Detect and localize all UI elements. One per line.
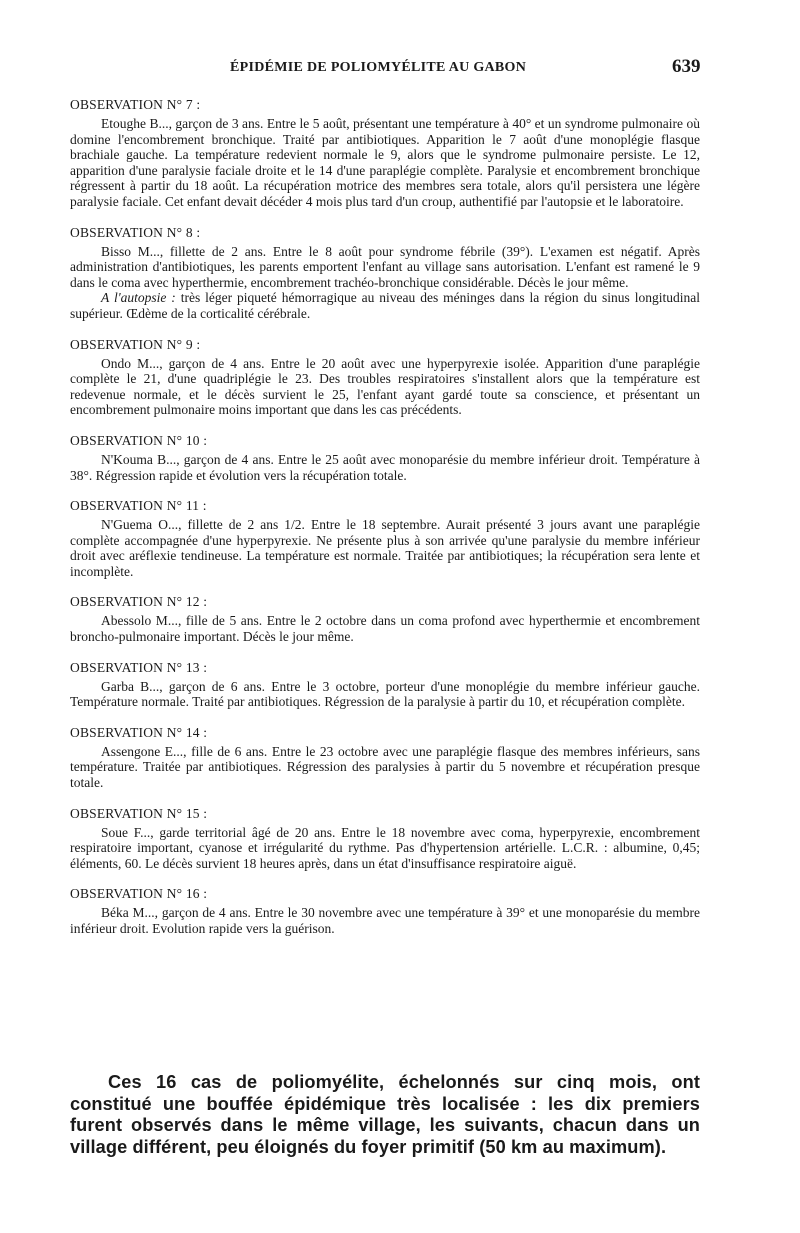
conclusion-paragraph: Ces 16 cas de poliomyélite, échelonnés sur cinq mois, ont constitué une bouffée épidémique très localisée : les dix premiers furent observés dans le même village, les suivants, chacun dans un village différent, peu éloignés du foyer primitif (50 km au maximum). — [70, 1072, 700, 1157]
observation-paragraph: Assengone E..., fille de 6 ans. Entre le 23 octobre avec une paraplégie flasque des membres inférieurs, sans température. Traitée par antibiotiques. Régression des paralysies à partir du 5 novembre et récupération presque totale. — [70, 743, 700, 791]
observation-12 — [70, 593, 700, 644]
observation-heading: OBSERVATION N° 13 : — [70, 659, 208, 675]
observation-heading: OBSERVATION N° 11 : — [70, 498, 207, 514]
observation-14 — [70, 724, 700, 791]
observation-paragraph: Abessolo M..., fille de 5 ans. Entre le 2 octobre dans un coma profond avec hyperthermie et encombrement broncho-pulmonaire important. Décès le jour même. — [70, 613, 700, 645]
observation-13 — [70, 659, 700, 710]
observation-16 — [70, 885, 700, 936]
observation-10 — [70, 432, 700, 483]
observation-heading: OBSERVATION N° 16 : — [70, 886, 208, 902]
autopsy-text: très léger piqueté hémorragique au niveau des méninges dans la région du sinus longitudinal supérieur. Œdème de la corticalité cérébrale. — [70, 290, 700, 321]
observation-heading: OBSERVATION N° 10 : — [70, 432, 208, 448]
observation-paragraph: N'Guema O..., fillette de 2 ans 1/2. Entre le 18 septembre. Aurait présenté 3 jours avant une paraplégie complète accompagnée d'une hyperpyrexie. Ne présente plus à son arrivée qu'une paralysie du membre inférieur droit avec aréflexie tendineuse. La température est normale. Traitée par antibiotiques; la récupération sera lente et incomplète. — [70, 517, 700, 579]
page-number: 639 — [672, 56, 701, 77]
page-header — [0, 56, 800, 82]
observation-heading: OBSERVATION N° 14 : — [70, 724, 208, 740]
running-title: ÉPIDÉMIE DE POLIOMYÉLITE AU GABON — [230, 60, 527, 75]
observation-15 — [70, 805, 700, 872]
observation-heading: OBSERVATION N° 7 : — [70, 97, 201, 112]
observation-paragraph: Soue F..., garde territorial âgé de 20 ans. Entre le 18 novembre avec coma, hyperpyrexie, encombrement respiratoire important, cyanose et irrégularité du rythme. Pas d'hypertension artérielle. L.C.R. : albumine, 0,45; éléments, 60. Le décès survient 18 heures après, dans un état d'insuffisance respiratoire aiguë. — [70, 824, 700, 871]
observation-heading: OBSERVATION N° 8 : — [70, 224, 201, 240]
observation-paragraph: Garba B..., garçon de 6 ans. Entre le 3 octobre, porteur d'une monoplégie du membre inférieur gauche. Température normale. Traité par antibiotiques. Régression de la paralysie à partir du 10, et récupération complète. — [70, 678, 700, 710]
observation-heading: OBSERVATION N° 12 : — [70, 594, 208, 610]
observation-8 — [70, 224, 700, 322]
observations-section — [70, 96, 700, 937]
observation-heading: OBSERVATION N° 15 : — [70, 805, 208, 821]
autopsy-lead: A l'autopsie : — [101, 290, 176, 306]
observation-9 — [70, 336, 700, 418]
observation-paragraph: Ondo M..., garçon de 4 ans. Entre le 20 août avec une hyperpyrexie isolée. Apparition d'une paraplégie complète le 21, d'une quadriplégie le 23. Des troubles respiratoires s'installent alors que la température est redevenue normale, et le décès survient le 25, l'enfant ayant gardé toute sa conscience, et présentant un encombrement pulmonaire moins important que dans les cas précédents. — [70, 355, 700, 418]
observation-heading: OBSERVATION N° 9 : — [70, 336, 201, 352]
observation-paragraph: Bisso M..., fillette de 2 ans. Entre le 8 août pour syndrome fébrile (39°). L'examen est négatif. Après administration d'antibiotiques, les parents emportent l'enfant au village sans autorisation. L'enfant est ramené le 9 dans le coma avec hyperthermie, encombrement trachéo-bronchique considérable. Décès le jour même. — [70, 243, 700, 290]
observation-7 — [70, 96, 700, 210]
observation-paragraph: Etoughe B..., garçon de 3 ans. Entre le 5 août, présentant une température à 40° et un syndrome pulmonaire où domine l'encombrement bronchique. Traité par antibiotiques. Apparition le 7 août d'une monoplégie flasque brachiale gauche. La température redevient normale le 9, alors que le syndrome pulmonaire persiste. Le 12, apparition d'une paralysie faciale droite et le 14 d'une paraplégie complète. Paralysie et encombrement bronchique régressent à partir du 18 août. La récupération motrice des membres sera totale, alors qu'il persistera une légère paralysie faciale. Cet enfant devait décéder 4 mois plus tard d'un croup, authentifié par l'autopsie et le laboratoire. — [70, 116, 700, 209]
observation-11 — [70, 497, 700, 579]
autopsy-paragraph — [70, 290, 700, 321]
observation-paragraph: N'Kouma B..., garçon de 4 ans. Entre le 25 août avec monoparésie du membre inférieur droit. Température à 38°. Régression rapide et évolution vers la récupération totale. — [70, 451, 700, 483]
observation-paragraph: Béka M..., garçon de 4 ans. Entre le 30 novembre avec une température à 39° et une monoparésie du membre inférieur droit. Evolution rapide vers la guérison. — [70, 905, 700, 936]
